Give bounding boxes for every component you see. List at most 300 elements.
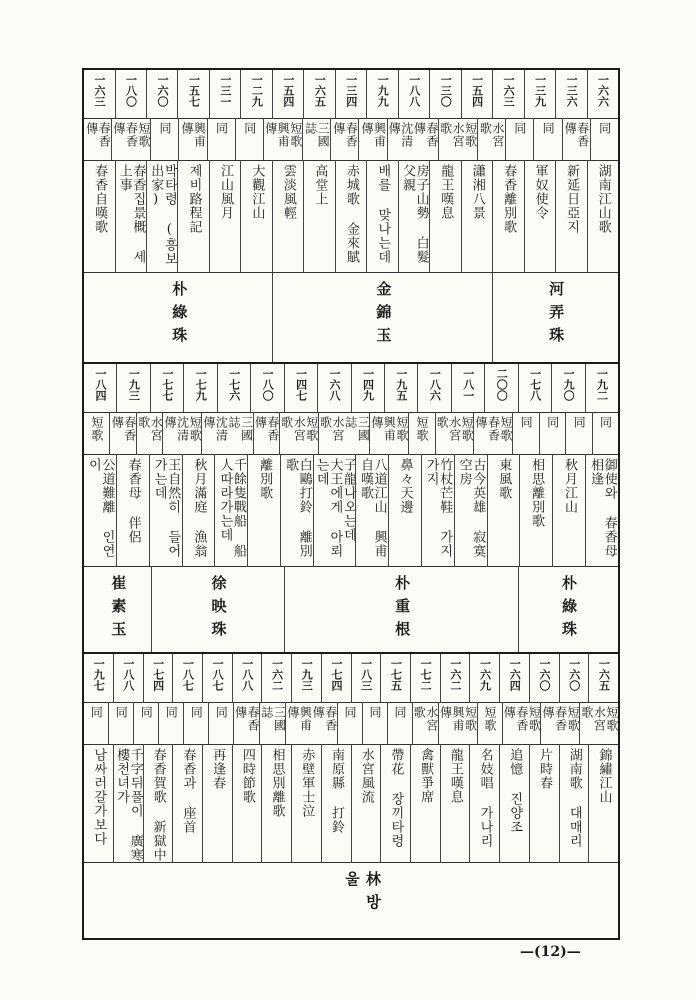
table-cell [429,160,460,272]
table-cell [438,702,477,744]
compiler-divider [151,567,152,654]
entry-title: 南原縣 打鈴 [328,748,344,834]
entry-section: 短歌 水宮歌 [279,416,319,442]
table-cell [473,412,512,454]
entry-section: 興甫傳 [179,122,207,148]
entry-number: 一七二 [419,658,433,691]
compiler-row [84,862,618,938]
entry-section: 短歌 [415,416,430,442]
table-cell [84,702,108,744]
entry-title: 瀟湘八景 [469,164,485,220]
table-cell [109,412,135,454]
entry-title: 千餘隻戰船 船人따라가는데 [217,458,247,558]
table-cell [410,744,440,862]
band-2 [84,362,618,654]
entry-section: 短歌 水宮歌 [579,706,619,732]
entry-number: 一七六 [227,368,241,401]
table-cell [351,744,381,862]
entry-section: 同 [214,122,229,135]
band-1 [84,70,618,362]
table-cell [484,364,517,412]
table-cell [366,70,397,118]
table-cell [217,364,250,412]
table-cell [351,654,381,702]
table-cell [380,744,410,862]
entry-number: 一七九 [194,368,208,401]
table-cell [358,118,386,160]
entry-section: 同 [157,122,172,135]
table-cell [362,702,387,744]
table-cell [235,118,263,160]
table-cell [233,702,259,744]
entry-title: 公道難離 인연이 [85,458,115,558]
entry-title: 名妓唱 가나리 [477,748,493,848]
table-cell [115,70,146,118]
table-cell [84,70,114,118]
table-frame [82,68,620,940]
table-cell [366,160,397,272]
entry-section: 短歌 興甫傳 [263,122,303,148]
entry-section: 同 [139,706,154,719]
entry-title: 제비路程記 [186,164,202,234]
entry-number: 一五四 [470,74,484,107]
table-cell [149,454,182,566]
table-cell [291,654,321,702]
table-cell [232,654,262,702]
entry-title: 龍王嘆息 [438,164,454,220]
table-cell [565,412,591,454]
entry-number: 一七五 [389,658,403,691]
table-cell [492,70,523,118]
table-cell [587,160,618,272]
entry-title: 再逢春 [210,748,226,790]
entry-number: 一六五 [597,658,611,691]
entry-title: 帶花 장끼타령 [388,748,404,848]
entry-title: 湖南歌 대매리 [566,748,582,848]
table-cell [585,454,618,566]
entry-section: 同 [342,706,357,719]
table-cell [84,454,116,566]
table-cell [111,118,150,160]
entry-section: 春香傳 [253,416,280,442]
entry-section: 同 [392,706,407,719]
entry-number: 一八三 [359,658,373,691]
entry-title: 江山風月 [217,164,233,220]
entry-title: 錦繡江山 [596,748,612,804]
table-cell [477,702,502,744]
table-cell [261,654,291,702]
entry-section: 同 [89,706,104,719]
entry-title: 東風歌 [496,458,512,500]
table-cell [321,744,351,862]
entry-number: 一六三 [502,74,516,107]
compiler-name: 朴綠珠 [170,281,189,350]
num-row [84,70,618,119]
entry-number: 一三四 [344,74,358,107]
entry-section: 短歌 [90,416,105,442]
table-cell [588,654,618,702]
entry-title: 湖南江山歌 [595,164,611,234]
entry-number: 一三一 [218,74,232,107]
table-cell [150,118,178,160]
entry-number: 一七四 [329,658,343,691]
entry-number: 一八八 [240,658,254,691]
table-cell [115,160,146,272]
entry-title: 白鷗打鈴 離別歌 [283,458,312,558]
table-cell [551,364,584,412]
entry-number: 一五四 [281,74,295,107]
entry-title: 八道江山 興甫自嘆歌 [357,458,387,558]
entry-section: 短歌 水宮歌 [438,122,478,148]
table-cell [469,654,499,702]
entry-section: 春香傳 [563,122,590,148]
entry-title: 春香賀歌 新獄中 [150,748,166,862]
table-cell [487,454,520,566]
entry-number: 二〇〇 [495,368,509,401]
entry-number: 一九三 [300,658,314,691]
entry-number: 一四九 [361,368,375,401]
entry-section: 三國誌 [303,122,331,148]
entry-section: 水宮歌 [478,122,505,148]
table-cell [351,364,384,412]
entry-section: 同 [572,416,587,429]
table-cell [555,70,586,118]
compiler-name: 徐映珠 [209,575,228,644]
table-cell [388,454,421,566]
table-cell [559,654,589,702]
entry-number: 一九九 [376,74,390,107]
entry-section: 水宮歌 [412,706,439,732]
entry-section: 同 [164,706,179,719]
table-cell [317,364,350,412]
entry-section: 春香傳 [110,416,137,442]
table-cell [146,70,177,118]
entry-number: 一六九 [478,658,492,691]
compiler-divider [518,567,519,654]
title-row [84,454,618,566]
entry-section: 同 [597,122,612,135]
table-cell [384,364,417,412]
entry-section: 短歌 水宮歌 [435,416,475,442]
table-cell [84,744,113,862]
table-cell [461,70,492,118]
table-cell [524,70,555,118]
entry-number: 一七七 [160,368,174,401]
entry-title: 春香離別歌 [501,164,517,234]
entry-section: 短歌 興甫傳 [369,416,410,442]
table-cell [590,118,618,160]
table-cell [253,412,279,454]
entry-title: 離別歌 [257,458,273,500]
table-cell [429,70,460,118]
entry-number: 一六三 [93,74,107,107]
table-cell [209,70,240,118]
entry-title: 春香母 伴侶 [125,458,141,544]
table-cell [133,702,158,744]
table-cell [177,160,208,272]
entry-title: 박타령 (흥보出家) [148,164,177,266]
entry-section: 水宮歌 [136,416,164,442]
entry-title: 片時春 [537,748,553,790]
table-cell [540,702,579,744]
entry-section: 短歌 [482,706,497,732]
entry-section: 同 [512,122,527,135]
table-cell [518,364,551,412]
table-cell [146,160,177,272]
table-cell [136,412,162,454]
entry-title: 남싸러갈가보다 [91,748,107,846]
table-cell [461,160,492,272]
table-cell [108,702,133,744]
table-cell [585,364,618,412]
table-cell [592,412,618,454]
entry-title: 春香집景概 세上事 [116,164,146,264]
page-number: —(12)— [520,944,581,960]
table-cell [263,118,302,160]
entry-number: 一九七 [92,658,106,691]
table-cell [177,70,208,118]
title-row [84,744,618,862]
entry-section: 短歌 春香傳 [111,122,152,148]
entry-section: 同 [598,416,613,429]
table-cell [321,654,351,702]
entry-number: 一八六 [428,368,442,401]
entry-title: 軍奴使令 [532,164,548,220]
table-cell [202,744,232,862]
num-row [84,654,618,703]
table-cell [435,412,474,454]
table-cell [369,412,408,454]
table-cell [208,702,233,744]
table-cell [512,412,538,454]
table-cell [207,118,235,160]
compiler-divider [492,273,493,362]
table-cell [209,160,240,272]
compiler-name: 金錦玉 [374,281,393,350]
title-row [84,160,618,272]
table-cell [539,412,565,454]
entry-number: 一三〇 [439,74,453,107]
entry-number: 一四七 [294,368,308,401]
table-cell [240,70,271,118]
table-cell [499,654,529,702]
table-cell [113,654,143,702]
table-cell [259,702,285,744]
entry-number: 一九二 [595,368,609,401]
entry-number: 一九〇 [562,368,576,401]
entry-title: 春香自嘆歌 [92,164,108,234]
table-cell [438,118,477,160]
entry-section: 短歌 興甫傳 [438,706,478,732]
entry-number: 一六八 [328,368,342,401]
compiler-name: 朴綠珠 [559,575,578,644]
entry-number: 一八〇 [261,368,275,401]
entry-title: 赤城歌 金來賦 [343,164,359,264]
entry-number: 一六二 [448,658,462,691]
entry-title: 千字뒤풀이 廣寒樓천녀가 [114,748,143,862]
entry-title: 竹杖芒鞋 가지가지 [423,458,453,558]
table-cell [272,160,303,272]
table-cell [477,118,505,160]
entry-number: 一七八 [528,368,542,401]
table-cell [116,364,149,412]
table-cell [579,702,618,744]
table-cell [143,654,173,702]
entry-number: 一六六 [596,74,610,107]
table-cell [158,702,183,744]
entry-title: 新延日亞지 [564,164,580,234]
table-cell [291,744,321,862]
table-cell [562,118,590,160]
entry-number: 一六〇 [537,658,551,691]
entry-section: 短歌 春香傳 [473,416,514,442]
entry-title: 禽獸爭席 [418,748,434,804]
table-cell [398,70,429,118]
num-row [84,364,618,413]
entry-number: 一七四 [151,658,165,691]
compiler-name: 林방울 [343,871,382,917]
table-cell [552,454,585,566]
entry-number: 一八八 [407,74,421,107]
table-cell [337,702,362,744]
table-cell [303,160,334,272]
entry-title: 秋月滿庭 漁翁 [191,458,207,558]
entry-section: 興甫傳 [359,122,387,148]
entry-number: 一三九 [533,74,547,107]
entry-title: 子龍나오는데 大王에게 아뢰는데 [313,458,356,558]
entry-section: 春香傳 [233,706,261,732]
table-cell [113,744,143,862]
table-cell [182,454,215,566]
entry-title: 水宮風流 [358,748,374,804]
table-cell [387,118,438,160]
table-cell [529,744,559,862]
entry-title: 追憶 진양조 [507,748,523,834]
table-cell [172,744,202,862]
entry-number: 一九五 [394,368,408,401]
table-cell [178,118,206,160]
table-cell [116,454,149,566]
entry-number: 一五七 [187,74,201,107]
entry-number: 一八七 [181,658,195,691]
entry-title: 高堂上 [312,164,328,206]
table-cell [313,454,355,566]
entry-title: 大觀江山 [249,164,265,220]
entry-title: 雲淡風輕 [280,164,296,220]
entry-section: 同 [214,706,229,719]
table-cell [84,654,113,702]
table-cell [279,412,318,454]
table-cell [172,654,202,702]
table-cell [201,412,252,454]
entry-section: 春香傳 興甫傳 [285,706,338,732]
entry-title: 御使와 春香母相逢 [588,458,617,558]
entry-section: 同 [114,706,129,719]
entry-number: 一六五 [313,74,327,107]
table-cell [303,70,334,118]
entry-section: 三國誌 水宮歌 [318,416,371,442]
table-cell [587,70,618,118]
table-cell [469,744,499,862]
entry-section: 春香傳 [331,122,359,148]
table-cell [533,118,561,160]
table-cell [335,160,366,272]
table-cell [588,744,618,862]
entry-number: 一六四 [508,658,522,691]
entry-number: 一九三 [127,368,141,401]
table-cell [505,118,533,160]
entry-number: 一二九 [250,74,264,107]
table-cell [335,70,366,118]
table-cell [302,118,330,160]
sect-row [84,702,618,745]
entry-section: 同 [545,416,560,429]
table-cell [84,118,111,160]
compiler-divider [272,273,273,362]
table-cell [555,160,586,272]
entry-number: 一八八 [121,658,135,691]
entry-title: 四時節歌 [239,748,255,804]
entry-section: 短歌 沈清傳 [163,416,203,442]
table-cell [183,364,216,412]
table-cell [280,454,313,566]
table-cell [412,702,438,744]
entry-section: 春香傳 沈清傳 [387,122,439,148]
table-cell [502,702,541,744]
entry-title: 古今英雄 寂寞空房 [456,458,486,558]
entry-title: 赤壁軍士泣 [299,748,315,818]
table-cell [454,454,487,566]
entry-title: 龍王嘆息 [447,748,463,804]
table-cell [247,454,280,566]
table-cell [183,702,208,744]
table-cell [240,160,271,272]
sect-row [84,412,618,455]
compiler-name: 崔素玉 [109,575,128,644]
table-cell [143,744,173,862]
entry-title: 相思離別歌 [529,458,545,528]
table-cell [559,744,589,862]
table-cell [214,454,247,566]
sect-row [84,118,618,161]
table-cell [84,160,114,272]
entry-section: 同 [242,122,257,135]
table-cell [440,744,470,862]
compiler-name: 朴重根 [393,575,412,644]
compiler-row [84,272,618,362]
entry-section: 短歌 春香傳 [502,706,542,732]
table-cell [355,454,388,566]
entry-number: 一六〇 [567,658,581,691]
entry-number: 一八一 [461,368,475,401]
table-cell [162,412,201,454]
table-cell [440,654,470,702]
table-cell [524,160,555,272]
entry-number: 一三六 [565,74,579,107]
table-cell [492,160,523,272]
table-cell [330,118,358,160]
entry-number: 一六〇 [155,74,169,107]
table-cell [380,654,410,702]
entry-title: 鼻々天邊 [397,458,413,514]
table-cell [150,364,183,412]
entry-title: 배를 맞나는데 [375,164,391,264]
table-cell [84,412,109,454]
table-cell [387,702,412,744]
table-cell [284,364,317,412]
entry-title: 秋月江山 [562,458,577,514]
table-cell [398,160,429,272]
